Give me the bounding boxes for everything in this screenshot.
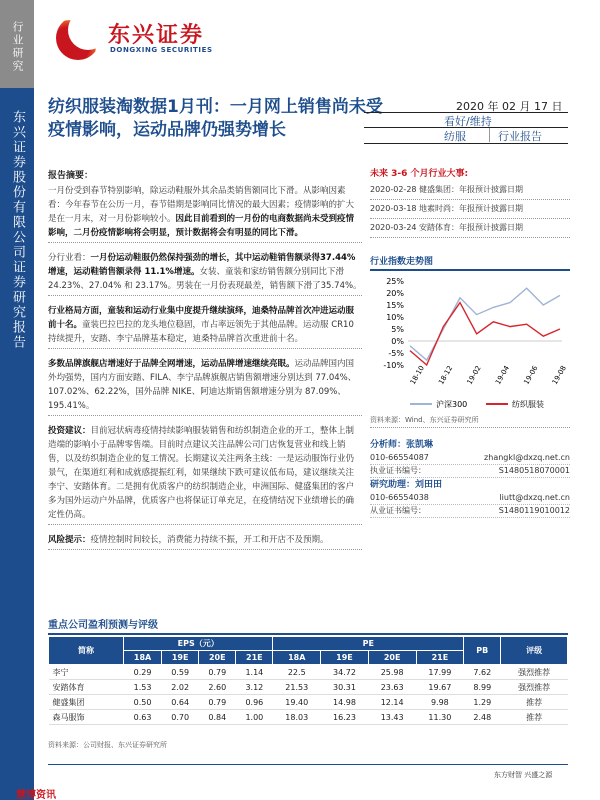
analyst-row: 010-66554087 zhangkl@dxzq.net.cn	[370, 452, 570, 465]
index-chart	[370, 275, 570, 395]
col-header-year: 19E	[162, 651, 199, 665]
paragraph-bold: 因此目前看到的一月份的电商数据尚未受到疫情影响，二月份疫情影响将会明显，预计数据将会有明显的同比下滑。	[48, 214, 355, 238]
table-source: 资料来源：公司财报、东兴证券研究所	[48, 741, 167, 749]
x-tick-label: 19-04	[494, 364, 512, 386]
analyst-block	[370, 438, 570, 518]
col-header-year: 21E	[416, 651, 464, 665]
table-cell: 13.43	[368, 710, 416, 725]
legend-label: 纺织服装	[512, 400, 544, 409]
table-row	[49, 680, 568, 695]
company-logo	[56, 16, 226, 62]
col-header-year: 18A	[123, 651, 161, 665]
col-header-year: 19E	[321, 651, 369, 665]
table-cell: 0.84	[199, 710, 236, 725]
x-tick-label: 19-08	[550, 364, 568, 386]
analyst-email[interactable]: zhangkl@dxzq.net.cn	[484, 453, 570, 462]
y-tick-label: 5%	[391, 325, 404, 334]
event-item: 2020-03-24 安踏体育：年报预计披露日期	[370, 219, 570, 238]
divider	[489, 128, 490, 142]
table-row	[49, 695, 568, 710]
report-date: 2020 年 02 月 17 日	[456, 100, 563, 113]
logo-en: DONGXING SECURITIES	[110, 46, 213, 54]
analyst-row: 执业证书编号： S1480518070001	[370, 465, 570, 478]
table-cell: 0.79	[199, 665, 236, 680]
logo-mark-icon	[56, 16, 100, 60]
col-header-year: 20E	[368, 651, 416, 665]
table-cell: 0.59	[162, 665, 199, 680]
company-name-cell: 健盛集团	[49, 695, 124, 710]
table-cell: 1.29	[464, 695, 501, 710]
paragraph-text: 分行业看：	[48, 253, 91, 263]
event-item: 2020-02-28 健盛集团：年报预计披露日期	[370, 181, 570, 200]
table-cell: 16.23	[321, 710, 369, 725]
table-cell: 2.48	[464, 710, 501, 725]
y-tick-label: 10%	[386, 313, 404, 322]
summary-column	[48, 168, 362, 558]
paragraph-tail: 女装、童装和家纺销售额分别同比下滑 24.23%、27.04% 和 23.17%。男装在一月份表现最差，销售额下滑了35.74%。	[48, 267, 362, 291]
y-tick-label: 15%	[386, 301, 404, 310]
table-cell: 30.31	[321, 680, 369, 695]
analyst-name: 分析师：张凯琳	[370, 440, 434, 450]
chart-source: 资料来源：Wind、东兴证券研究所	[370, 415, 570, 428]
company-name-cell: 森马服饰	[49, 710, 124, 725]
summary-paragraph	[48, 424, 362, 525]
summary-paragraph	[48, 357, 362, 416]
table-cell: 0.70	[162, 710, 199, 725]
index-chart-svg	[370, 275, 570, 395]
table-cell: 2.02	[162, 680, 199, 695]
table-cell: 25.98	[368, 665, 416, 680]
legend-label: 沪深300	[436, 400, 468, 409]
y-tick-label: 0%	[391, 337, 404, 346]
y-tick-label: 20%	[386, 289, 404, 298]
summary-paragraph	[48, 184, 362, 243]
sidebar	[0, 0, 34, 800]
series-line-1	[410, 303, 560, 365]
table-row	[49, 665, 568, 680]
table-cell: 23.63	[368, 680, 416, 695]
assistant-email[interactable]: liutt@dxzq.net.cn	[499, 493, 570, 502]
col-header-pe: PE	[273, 637, 464, 651]
table-cell: 强烈推荐	[501, 665, 568, 680]
col-header-year: 21E	[236, 651, 273, 665]
table-cell: 推荐	[501, 695, 568, 710]
table-cell: 0.50	[123, 695, 161, 710]
footer-divider	[48, 764, 568, 765]
y-tick-label: -5%	[388, 349, 404, 358]
table-cell: 18.03	[273, 710, 321, 725]
forecast-table	[48, 636, 568, 725]
report-title: 纺织服装淘数据1月刊：一月网上销售尚未受疫情影响，运动品牌仍强势增长	[48, 97, 383, 140]
assistant-row: 010-66554038 liutt@dxzq.net.cn	[370, 492, 570, 505]
event-item: 2020-03-18 地素时尚：年报预计披露日期	[370, 200, 570, 219]
company-name-cell: 安踏体育	[49, 680, 124, 695]
table-cell: 8.99	[464, 680, 501, 695]
table-cell: 1.53	[123, 680, 161, 695]
y-tick-label: 25%	[386, 277, 404, 286]
footer-slogan: 东方财智 兴盛之源	[494, 771, 553, 779]
table-cell: 19.67	[416, 680, 464, 695]
chart-legend	[370, 397, 570, 411]
col-header-year: 18A	[273, 651, 321, 665]
logo-cn: 东兴证券	[108, 23, 205, 48]
table-cell: 12.14	[368, 695, 416, 710]
table-cell: 7.62	[464, 665, 501, 680]
company-name-cell: 李宁	[49, 665, 124, 680]
summary-paragraph	[48, 533, 362, 550]
table-cell: 0.96	[236, 695, 273, 710]
col-header-pb: PB	[464, 637, 501, 665]
sidebar-info-column	[370, 166, 570, 518]
table-cell: 0.64	[162, 695, 199, 710]
paragraph-bold: 投资建议：	[48, 426, 91, 436]
assistant-row: 从业证书编号： S1480119010012	[370, 505, 570, 518]
table-cell: 0.79	[199, 695, 236, 710]
table-cell: 1.14	[236, 665, 273, 680]
table-cell: 17.99	[416, 665, 464, 680]
events-heading: 未来 3-6 个月行业大事:	[370, 169, 469, 179]
col-header-name: 简称	[49, 637, 124, 665]
paragraph-tail: 疫情控制时间较长，消费能力持续不振，开工和开店不及预期。	[90, 535, 329, 545]
paragraph-tail: 目前冠状病毒疫情持续影响服装销售和纺织制造企业的开工，整体上制造端的影响小于品牌零售端。目前时点建议关注品牌公司门店恢复营业和线上销售，以及纺织制造企业的复工情况。长期建议关注两条主线：一是运动服饰行业仍景气，在渠道红利和成就感提振红利，如果继续下跌可建议低布局，建议继续关注李宁、安踏体育。二是拥有优质客户的纺织制造企业，申洲国际、健盛集团的客户多为国外运动户外品牌，优质客户也将保证订单充足，在疫情结况下业绩增长的确定性仍高。	[48, 426, 355, 520]
summary-paragraph	[48, 251, 362, 296]
table-cell: 2.60	[199, 680, 236, 695]
y-tick-label: -10%	[383, 361, 404, 370]
divider	[364, 143, 568, 144]
watermark	[0, 784, 240, 800]
table-cell: 14.98	[321, 695, 369, 710]
paragraph-tail: 运动品牌国内国外均强势，国内方面安踏、FILA、李宁品牌旗舰店销售额增速分别达到 77.04%、107.02%、62.22%，国外品牌 NIKE、阿迪达斯销售额增速分别为 87.09%、195.41%。	[48, 359, 357, 411]
x-tick-label: 18-12	[437, 364, 455, 386]
x-tick-label: 19-06	[522, 364, 540, 386]
table-cell: 22.5	[273, 665, 321, 680]
paragraph-bold: 多数品牌旗舰店增速好于品牌全网增速，运动品牌增速继续亮眼。	[48, 359, 295, 369]
summary-paragraph	[48, 304, 362, 349]
watermark-text: 慧博资讯	[16, 790, 56, 800]
col-header-year: 20E	[199, 651, 236, 665]
report-rating: 看好/维持	[444, 115, 492, 128]
paragraph-tail: 童装巴拉巴拉的龙头地位稳固，市占率远领先于其他品牌。运动服 CR10 持续提升，安踏、李宁品牌基本稳定，迪桑特品牌首次重进前十名。	[48, 320, 354, 344]
summary-heading: 报告摘要：	[48, 171, 94, 181]
table-cell: 34.72	[321, 665, 369, 680]
report-type: 行业报告	[498, 130, 542, 143]
table-cell: 19.40	[273, 695, 321, 710]
table-cell: 推荐	[501, 710, 568, 725]
paragraph-bold: 行业格局方面，童装和运动行业集中度提升继续演绎，迪桑特品牌首次冲进运动服前十名。	[48, 306, 355, 330]
table-cell: 0.29	[123, 665, 161, 680]
table-cell: 21.53	[273, 680, 321, 695]
table-cell: 3.12	[236, 680, 273, 695]
table-cell: 11.30	[416, 710, 464, 725]
x-tick-label: 19-02	[465, 364, 483, 386]
table-cell: 1.00	[236, 710, 273, 725]
sidebar-company: 东兴证券股份有限公司证券研究报告	[0, 88, 34, 800]
paragraph-bold: 风险提示：	[48, 535, 91, 545]
table-cell: 强烈推荐	[501, 680, 568, 695]
table-cell: 0.63	[123, 710, 161, 725]
sidebar-category: 行业研究	[0, 0, 34, 88]
col-header-eps: EPS（元）	[123, 637, 272, 651]
paragraph-text: 一月份受到春节特别影响，除运动鞋服外其余品类销售额同比下滑。从影响因素看：今年春节在公历一月，春节错期是影响同比情况的最大因素；疫情影响的扩大是在一月末，对一月份影响较小。	[48, 186, 355, 224]
table-cell: 9.98	[416, 695, 464, 710]
table-title: 重点公司盈利预测与评级	[48, 616, 568, 635]
paragraph-bold: 一月份运动鞋服仍然保持强劲的增长，其中运动鞋销售额录得37.44%增速，运动鞋销售额录得 11.1%增速。	[48, 253, 356, 277]
table-row	[49, 710, 568, 725]
series-line-0	[410, 288, 560, 360]
chart-heading: 行业指数走势图	[370, 254, 570, 271]
assistant-name: 研究助理：刘田田	[370, 480, 443, 490]
x-tick-label: 18-10	[408, 364, 426, 386]
col-header-rating: 评级	[501, 637, 568, 665]
report-sector: 纺服	[444, 130, 466, 143]
